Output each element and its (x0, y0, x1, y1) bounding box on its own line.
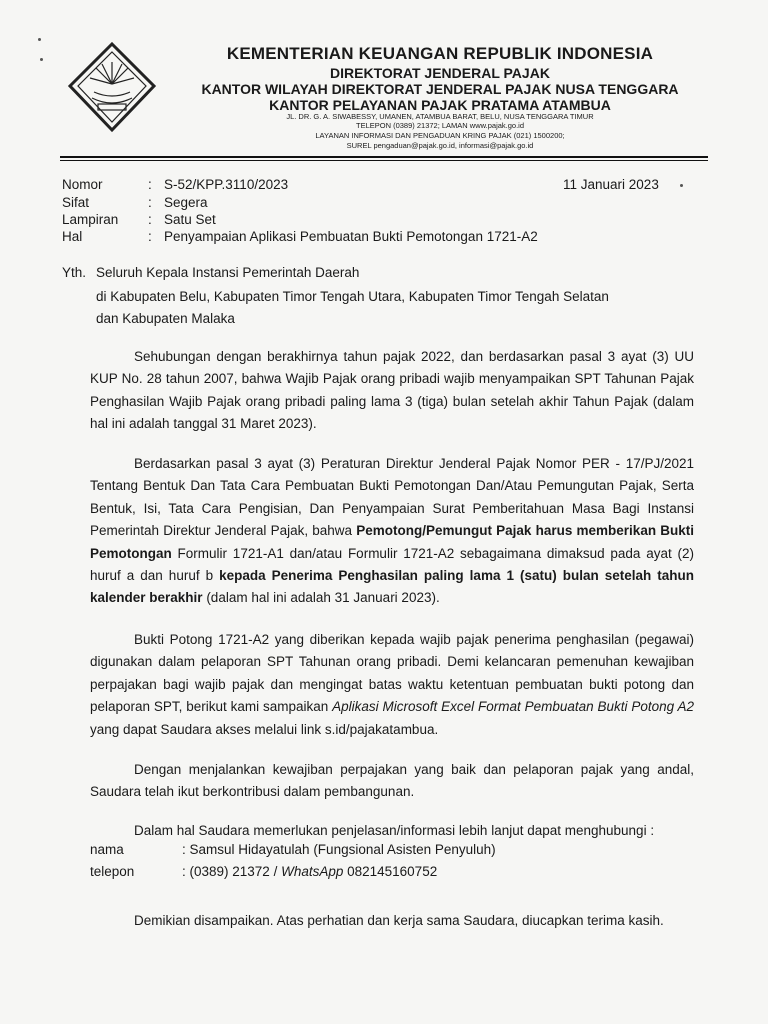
meta-label: Hal (62, 229, 83, 244)
meta-label: Lampiran (62, 212, 119, 227)
meta-colon: : (148, 195, 152, 210)
addressee-prefix: Yth. (62, 265, 87, 280)
paragraph-closing: Demikian disampaikan. Atas perhatian dan kerja sama Saudara, diucapkan terima kasih. (134, 913, 664, 928)
regional-office-name: KANTOR WILAYAH DIREKTORAT JENDERAL PAJAK NUSA TENGGARA (201, 81, 679, 97)
ministry-name: KEMENTERIAN KEUANGAN REPUBLIK INDONESIA (226, 44, 654, 63)
paragraph-2-text-b: Formulir 1721-A1 dan/atau Formulir 1721-A2 sebagaimana dimaksud pada ayat (2) huruf a dan huruf b (90, 545, 694, 584)
meta-colon: : (148, 212, 152, 227)
paragraph-2-bold-b: kepada Penerima Penghasilan paling lama 1 (satu) bulan setelah tahun kalender berakhir (90, 568, 694, 606)
contact-name-value: : Samsul Hidayatulah (Fungsional Asisten Penyuluh) (182, 842, 496, 857)
paragraph-3-text-a: Bukti Potong 1721-A2 yang diberikan kepada wajib pajak penerima penghasilan (pegawai) digunakan dalam pelaporan SPT Tahunan orang pribadi. Demi kelancaran pemenuhan kewajiban perpajakan bagi wajib pajak dan mengingat batas waktu ketentuan pembuatan bukti potong dan pelaporan SPT, berikut kami sampaikan (90, 632, 694, 715)
letter-date: 11 Januari 2023 (563, 177, 659, 192)
paragraph-2-text-c: (dalam hal ini adalah 31 Januari 2023). (202, 590, 440, 606)
info-line: LAYANAN INFORMASI DAN PENGADUAN KRING PAJAK (021) 1500200; (315, 131, 565, 140)
meta-value: Penyampaian Aplikasi Pembuatan Bukti Pemotongan 1721-A2 (164, 229, 538, 244)
meta-label: Sifat (62, 195, 90, 210)
scan-speck (38, 38, 41, 41)
office-email: SUREL pengaduan@pajak.go.id, informasi@pajak.go.id (346, 141, 534, 150)
contact-phone-number: 082145160752 (343, 864, 438, 879)
directorate-name: DIREKTORAT JENDERAL PAJAK (330, 65, 550, 81)
kemenkeu-logo (64, 40, 160, 136)
meta-value: Segera (164, 195, 208, 210)
scan-speck (40, 58, 43, 61)
contact-phone-label: telepon (90, 864, 135, 879)
meta-colon: : (148, 229, 152, 244)
paragraph-2 (90, 453, 694, 610)
paragraph-3-italic: Aplikasi Microsoft Excel Format Pembuatan Bukti Potong A2 (332, 699, 694, 715)
contact-phone-value (182, 864, 437, 879)
paragraph-2-text-a: Berdasarkan pasal 3 ayat (3) Peraturan Direktur Jenderal Pajak Nomor PER - 17/PJ/2021 Tentang Bentuk Dan Tata Cara Pembuatan Bukti Pemotongan Dan/Atau Pemungutan Pajak, Serta Bentuk, Isi, Tata Cara Pengisian, Dan Penyampaian Surat Pemberitahuan Masa Bagi Instansi Pemerintah Direktur Jenderal Pajak, bahwa (90, 456, 694, 539)
local-office-name: KANTOR PELAYANAN PAJAK PRATAMA ATAMBUA (269, 97, 611, 113)
paragraph-4: Dengan menjalankan kewajiban perpajakan yang baik dan pelaporan pajak yang andal, Saudara telah ikut berkontribusi dalam pembangunan. (90, 762, 694, 800)
paragraph-3 (90, 629, 694, 741)
office-phone: TELEPON (0389) 21372; LAMAN www.pajak.go.id (356, 121, 524, 130)
contact-phone-app: WhatsApp (281, 864, 344, 879)
meta-value: S-52/KPP.3110/2023 (164, 177, 289, 192)
paragraph-2-bold-a: Pemotong/Pemungut Pajak harus memberikan Bukti Pemotongan (90, 523, 694, 561)
contact-name-label: nama (90, 842, 124, 857)
meta-value: Satu Set (164, 212, 216, 227)
letterhead-divider (60, 156, 708, 158)
paragraph-1: Sehubungan dengan berakhirnya tahun pajak 2022, dan berdasarkan pasal 3 ayat (3) UU KUP No. 28 tahun 2007, bahwa Wajib Pajak orang pribadi wajib menyampaikan SPT Tahunan Pajak Penghasilan Wajib Pajak orang pribadi paling lama 3 (tiga) bulan setelah akhir Tahun Pajak (dalam hal ini adalah tanggal 31 Maret 2023). (90, 349, 694, 432)
meta-colon: : (148, 177, 152, 192)
office-address: JL. DR. G. A. SIWABESSY, UMANEN, ATAMBUA BARAT, BELU, NUSA TENGGARA TIMUR (286, 112, 594, 121)
addressee-line-3: dan Kabupaten Malaka (96, 311, 235, 326)
letterhead-divider-thin (60, 160, 708, 161)
paragraph-3-text-b: yang dapat Saudara akses melalui link s.id/pajakatambua. (90, 721, 439, 737)
meta-label: Nomor (62, 177, 103, 192)
addressee-line-2: di Kabupaten Belu, Kabupaten Timor Tengah Utara, Kabupaten Timor Tengah Selatan (96, 289, 609, 304)
scan-speck (680, 184, 683, 187)
paragraph-5: Dalam hal Saudara memerlukan penjelasan/informasi lebih lanjut dapat menghubungi : (134, 823, 655, 838)
addressee-line-1: Seluruh Kepala Instansi Pemerintah Daerah (96, 265, 360, 280)
contact-phone-prefix: : (0389) 21372 / (182, 864, 282, 879)
